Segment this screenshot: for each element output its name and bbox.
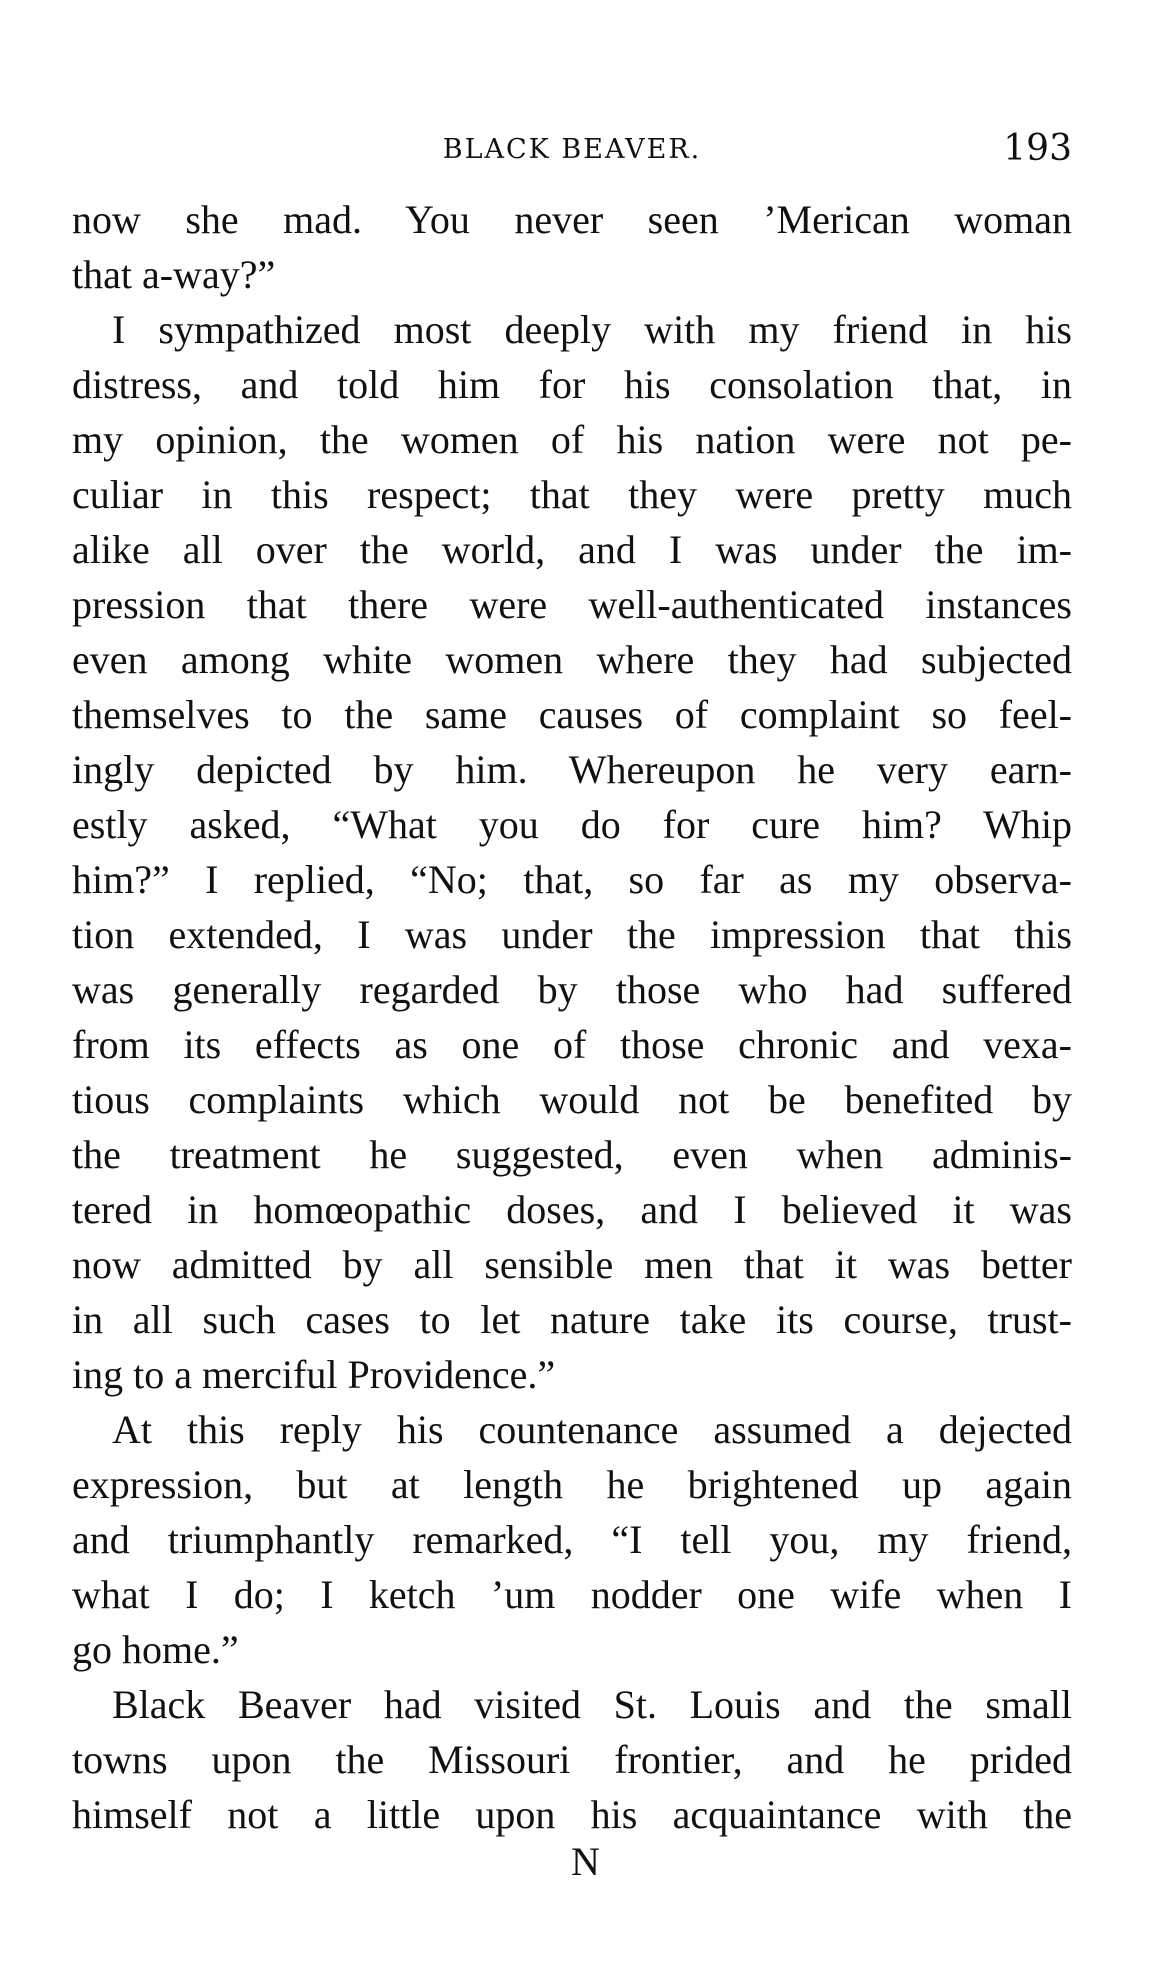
text-line: from its effects as one of those chronic and vexa- bbox=[72, 1022, 1072, 1067]
page-number: 193 bbox=[1003, 128, 1072, 169]
text-line: my opinion, the women of his nation were not pe- bbox=[72, 417, 1072, 462]
text-line: go home.” bbox=[72, 1627, 239, 1672]
text-line: in all such cases to let nature take its course, trust- bbox=[72, 1297, 1072, 1342]
text-line: him?” I replied, “No; that, so far as my observa- bbox=[72, 857, 1072, 902]
text-line: towns upon the Missouri frontier, and he prided bbox=[72, 1737, 1072, 1782]
text-line: expression, but at length he brightened up again bbox=[72, 1462, 1072, 1507]
text-line: now she mad. You never seen ’Merican woman bbox=[72, 197, 1072, 242]
text-line: ingly depicted by him. Whereupon he very earn- bbox=[72, 747, 1072, 792]
text-line: even among white women where they had subjected bbox=[72, 637, 1072, 682]
text-line: tious complaints which would not be benefited by bbox=[72, 1077, 1072, 1122]
signature-mark: N bbox=[571, 1839, 600, 1884]
text-line: was generally regarded by those who had suffered bbox=[72, 967, 1072, 1012]
text-line: pression that there were well-authenticated instances bbox=[72, 582, 1072, 627]
text-line: tion extended, I was under the impression that this bbox=[72, 912, 1072, 957]
text-line: culiar in this respect; that they were pretty much bbox=[72, 472, 1072, 517]
text-line: himself not a little upon his acquaintance with the bbox=[72, 1792, 1072, 1837]
text-line: I sympathized most deeply with my friend in his bbox=[112, 307, 1072, 352]
text-line: now admitted by all sensible men that it was better bbox=[72, 1242, 1072, 1287]
body-text bbox=[72, 192, 1072, 1842]
text-line: that a-way?” bbox=[72, 252, 276, 297]
text-line: themselves to the same causes of complaint so feel- bbox=[72, 692, 1072, 737]
text-line: the treatment he suggested, even when adminis- bbox=[72, 1132, 1072, 1177]
text-line: tered in homœopathic doses, and I believed it was bbox=[72, 1187, 1072, 1232]
text-line: alike all over the world, and I was under the im- bbox=[72, 527, 1072, 572]
text-line: distress, and told him for his consolation that, in bbox=[72, 362, 1072, 407]
text-line: Black Beaver had visited St. Louis and the small bbox=[112, 1682, 1072, 1727]
text-line: estly asked, “What you do for cure him? Whip bbox=[72, 802, 1072, 847]
text-line: what I do; I ketch ’um nodder one wife when I bbox=[72, 1572, 1072, 1617]
running-head bbox=[72, 128, 1072, 178]
running-title: BLACK BEAVER. bbox=[442, 134, 702, 165]
text-line: and triumphantly remarked, “I tell you, my friend, bbox=[72, 1517, 1072, 1562]
text-line: At this reply his countenance assumed a dejected bbox=[112, 1407, 1072, 1452]
text-line: ing to a merciful Providence.” bbox=[72, 1352, 556, 1397]
